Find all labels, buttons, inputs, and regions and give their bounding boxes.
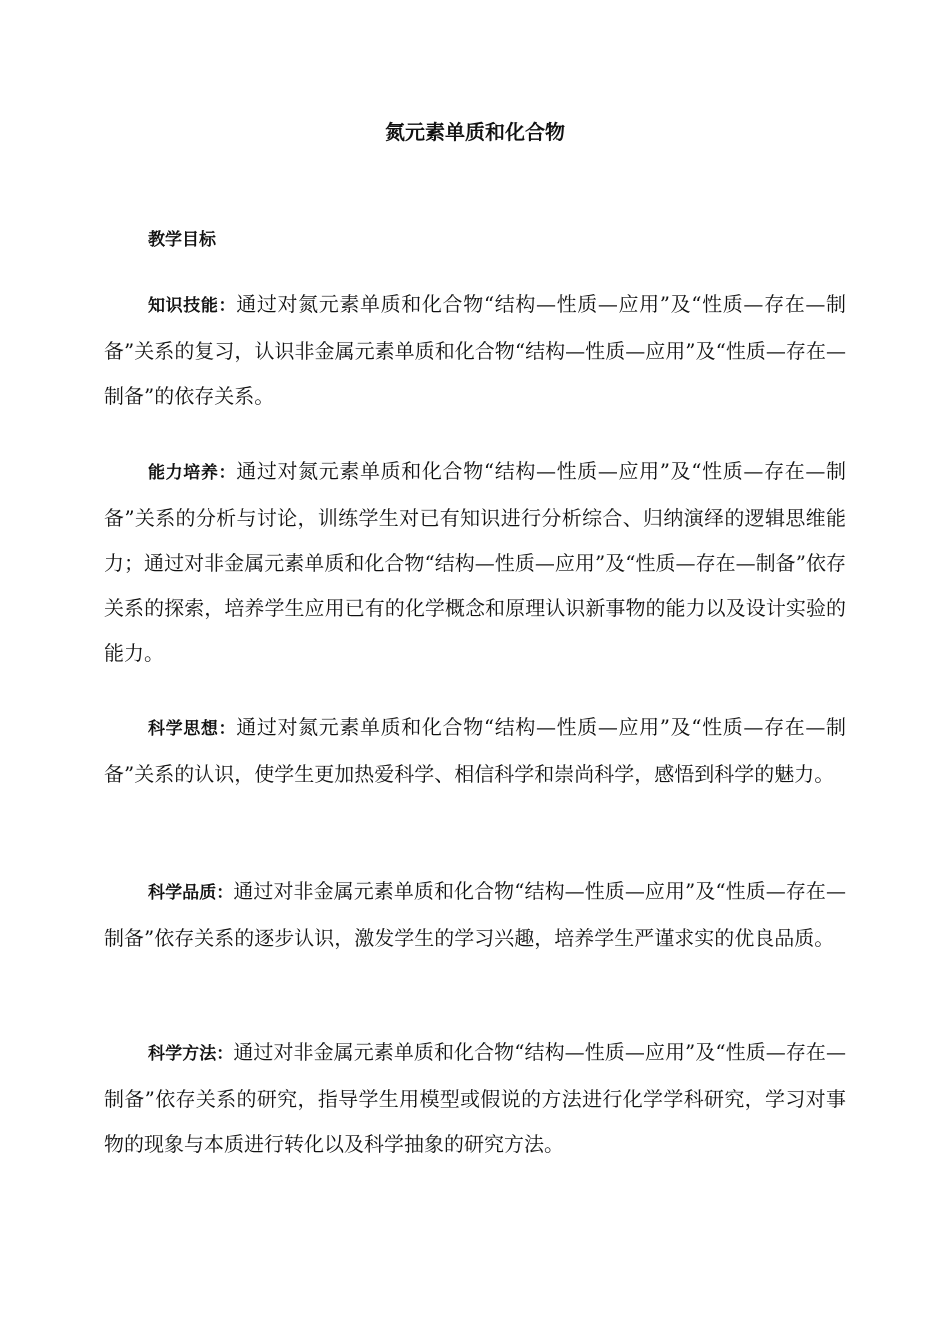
goal-text: 通过对氮元素单质和化合物“结构—性质—应用”及“性质—存在—制备”关系的分析与讨论，训练学生对已有知识进行分析综合、归纳演绎的逻辑思维能力；通过对非金属元素单质和化合物“结构—性质—应用”及“性质—存在—制备”依存关系的探索，培养学生应用已有的化学概念和原理认识新事物的能力以及设计实验的能力。 — [104, 459, 846, 665]
goal-text: 通过对氮元素单质和化合物“结构—性质—应用”及“性质—存在—制备”关系的认识，使学生更加热爱科学、相信科学和崇尚科学，感悟到科学的魅力。 — [104, 715, 846, 786]
goal-label: 科学思想： — [148, 719, 237, 739]
section-heading-teaching-goals: 教学目标 — [148, 230, 216, 250]
document-title: 氮元素单质和化合物 — [385, 120, 565, 144]
goal-text: 通过对非金属元素单质和化合物“结构—性质—应用”及“性质—存在—制备”依存关系的研究，指导学生用模型或假说的方法进行化学学科研究，学习对事物的现象与本质进行转化以及科学抽象的研究方法。 — [104, 1040, 846, 1156]
goal-knowledge-skills — [104, 282, 846, 419]
goal-label: 知识技能： — [148, 296, 237, 316]
goal-label: 科学品质： — [148, 883, 234, 903]
goal-text: 通过对氮元素单质和化合物“结构—性质—应用”及“性质—存在—制备”关系的复习，认识非金属元素单质和化合物“结构—性质—应用”及“性质—存在—制备”的依存关系。 — [104, 292, 846, 408]
goal-text: 通过对非金属元素单质和化合物“结构—性质—应用”及“性质—存在—制备”依存关系的逐步认识，激发学生的学习兴趣，培养学生严谨求实的优良品质。 — [104, 879, 846, 950]
goal-scientific-quality — [104, 869, 846, 961]
goal-ability-training — [104, 449, 846, 676]
goal-label: 能力培养： — [148, 463, 237, 483]
goal-scientific-thinking — [104, 705, 846, 797]
goal-label: 科学方法： — [148, 1044, 234, 1064]
goal-scientific-method — [104, 1030, 846, 1167]
